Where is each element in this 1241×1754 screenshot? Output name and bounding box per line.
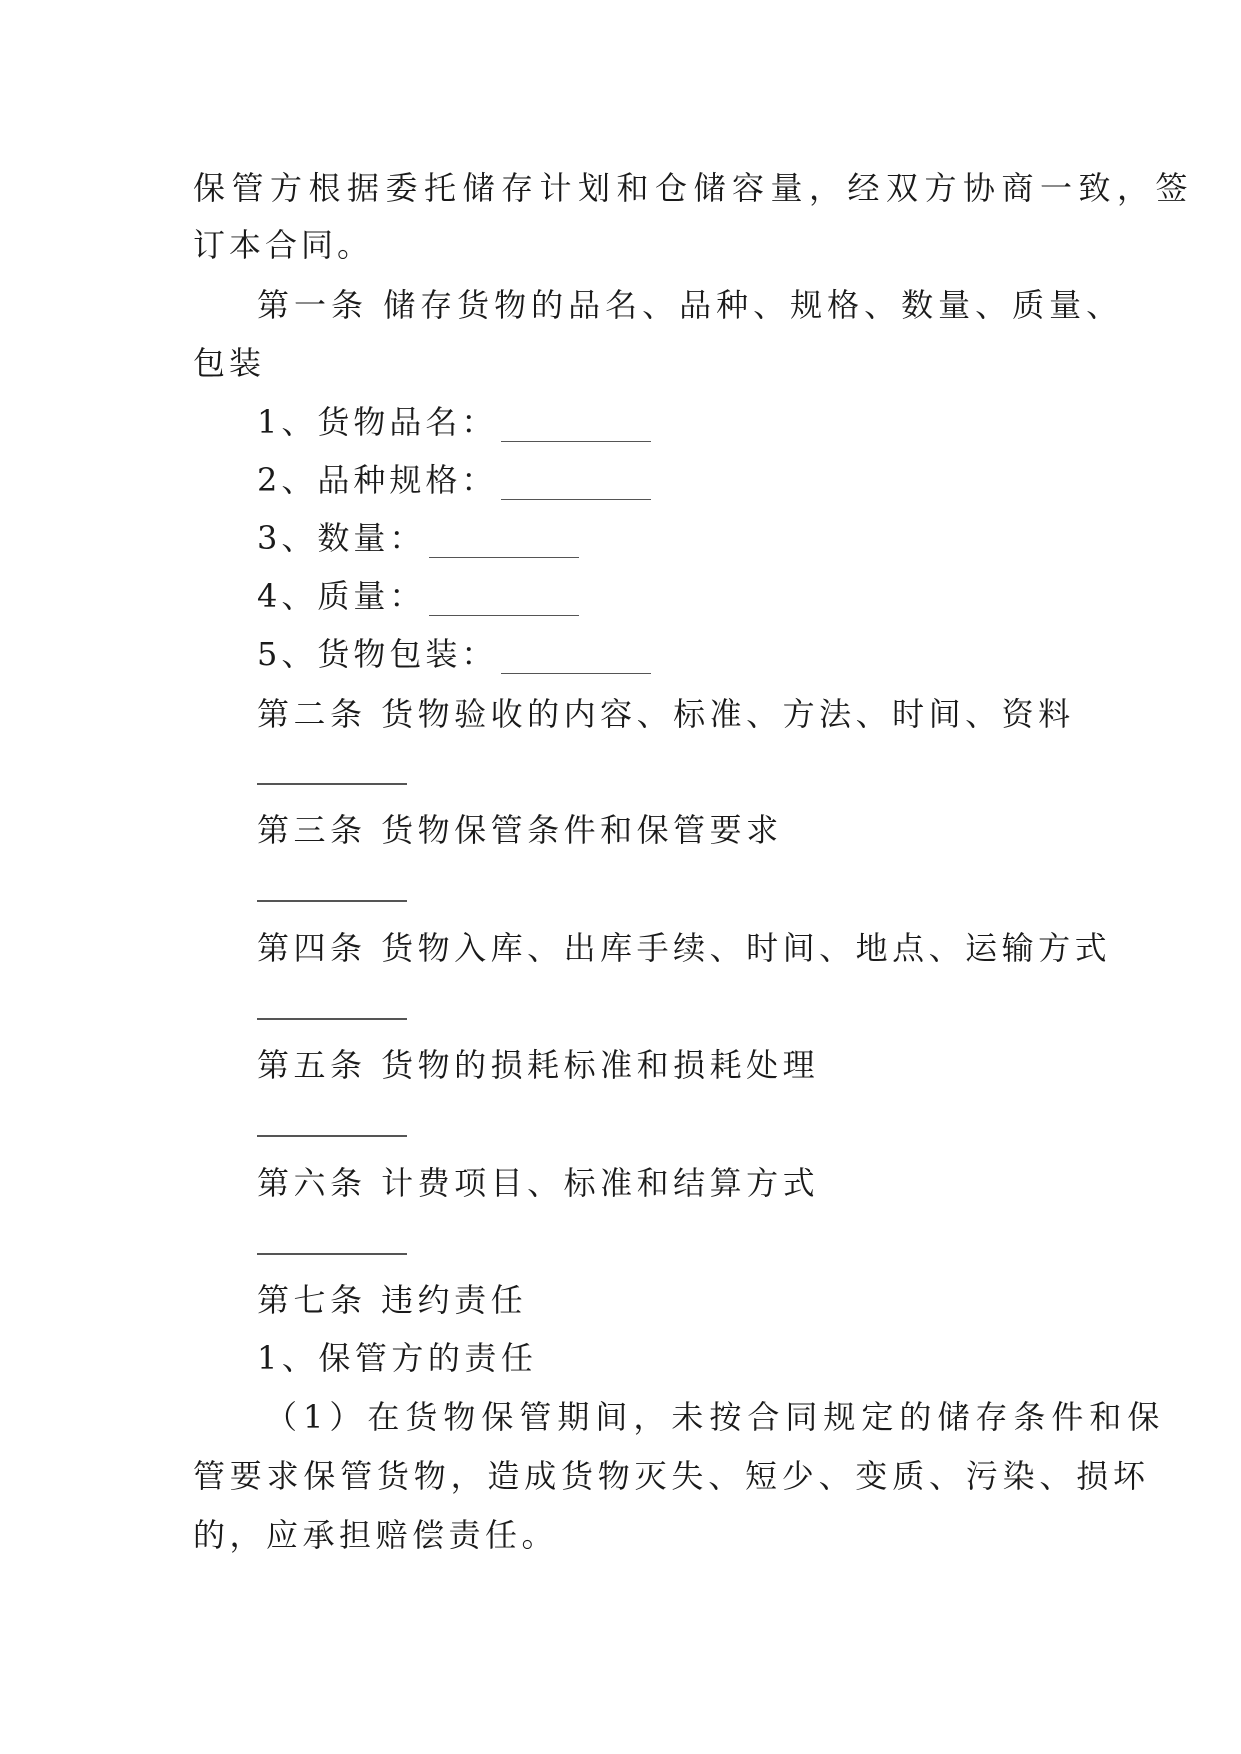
fill-blank (257, 783, 407, 785)
article-1-heading-line-1: 第一条 储存货物的品名、品种、规格、数量、质量、 (257, 286, 1124, 324)
clause-line-3: 的，应承担赔偿责任。 (193, 1516, 559, 1554)
article-6-heading: 第六条 计费项目、标准和结算方式 (257, 1164, 820, 1202)
item-label-quantity: 3、数量： (257, 519, 426, 557)
article-2-heading: 第二条 货物验收的内容、标准、方法、时间、资料 (257, 695, 1075, 733)
intro-line-1: 保管方根据委托储存计划和仓储容量，经双方协商一致，签 (193, 169, 1195, 207)
item-label-quality: 4、质量： (257, 577, 426, 615)
item-label-packaging: 5、货物包装： (257, 635, 498, 673)
list-item (257, 402, 651, 442)
article-7-subheading: 1、保管方的责任 (257, 1339, 538, 1377)
article-3-heading: 第三条 货物保管条件和保管要求 (257, 811, 783, 849)
fill-blank (257, 1135, 407, 1137)
article-4-heading: 第四条 货物入库、出库手续、时间、地点、运输方式 (257, 929, 1112, 967)
article-5-heading: 第五条 货物的损耗标准和损耗处理 (257, 1046, 820, 1084)
list-item (257, 576, 579, 616)
fill-blank (257, 900, 407, 902)
item-label-goods-name: 1、货物品名： (257, 403, 498, 441)
article-7-heading: 第七条 违约责任 (257, 1281, 528, 1319)
intro-line-2: 订本合同。 (193, 226, 374, 264)
list-item (257, 460, 651, 500)
fill-blank (501, 411, 651, 442)
fill-blank (257, 1018, 407, 1020)
fill-blank (501, 469, 651, 500)
article-1-heading-line-2: 包装 (193, 344, 266, 382)
fill-blank (429, 527, 579, 558)
list-item (257, 634, 651, 674)
fill-blank (501, 643, 651, 674)
clause-line-2: 管要求保管货物，造成货物灭失、短少、变质、污染、损坏 (193, 1457, 1150, 1495)
clause-line-1: （1）在货物保管期间，未按合同规定的储存条件和保 (265, 1398, 1166, 1436)
fill-blank (257, 1253, 407, 1255)
list-item (257, 518, 579, 558)
fill-blank (429, 585, 579, 616)
item-label-variety-spec: 2、品种规格： (257, 461, 498, 499)
